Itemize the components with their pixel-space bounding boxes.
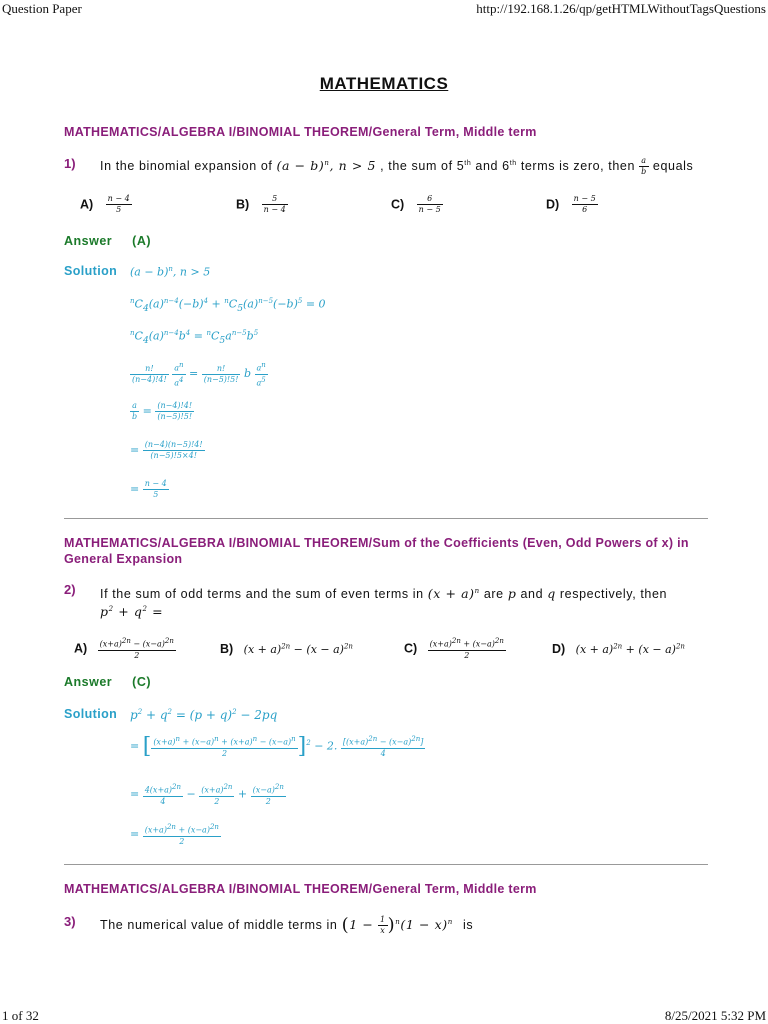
- q2-solution-line-2: = [ $\frac{(x+a)^n + (x-a)^n + (x+a)^n - (x-a)^n}{2}$ ]$^2$ − 2. $\frac{[(x+a)^{2n} - (x-a)^{2n}]}{4}$: [130, 734, 424, 759]
- q2-question-text: If the sum of odd terms and the sum of even terms in $(x + a)^n$ are p and q respectively, then: [100, 586, 668, 602]
- q2-option-d[interactable]: D) $(x + a)^{2n} + (x - a)^{2n}$: [552, 642, 685, 656]
- q1-option-b[interactable]: B) $\frac{5}{n - 4}$: [236, 194, 286, 214]
- q1-section-heading: MATHEMATICS/ALGEBRA I/BINOMIAL THEOREM/General Term, Middle term: [64, 125, 537, 139]
- q2-option-a[interactable]: A) $\frac{(x+a)^{2n} - (x-a)^{2n}}{2}$: [74, 637, 174, 660]
- q2-solution-line-3: = $\frac{4(x+a)^{2n}}{4}$ − $\frac{(x+a)^{2n}}{2}$ + $\frac{(x-a)^{2n}}{2}$: [130, 783, 284, 806]
- q2-option-c[interactable]: C) $\frac{(x+a)^{2n} + (x-a)^{2n}}{2}$: [404, 637, 504, 660]
- q2-solution-line-4: = $\frac{(x+a)^{2n} + (x-a)^{2n}}{2}$: [130, 823, 219, 846]
- page-title: MATHEMATICS: [319, 74, 449, 93]
- q2-option-b[interactable]: B) $(x + a)^{2n} - (x - a)^{2n}$: [220, 642, 353, 656]
- divider: [64, 518, 708, 519]
- q1-solution-label: Solution: [64, 264, 118, 278]
- print-footer-date: 8/25/2021 5:32 PM: [664, 1008, 766, 1023]
- divider: [64, 864, 708, 865]
- q1-option-d[interactable]: D) $\frac{n - 5}{6}$: [546, 194, 596, 214]
- print-header-title: Question Paper: [2, 1, 82, 16]
- q1-number: 1): [64, 156, 76, 171]
- q2-section-heading: MATHEMATICS/ALGEBRA I/BINOMIAL THEOREM/Sum of the Coefficients (Even, Odd Powers of x) in General Expansion: [64, 536, 689, 566]
- q3-question-text: The numerical value of middle terms in (1 − $\frac{1}{x}$ )$^n(1 - x)^n$ is: [100, 914, 474, 936]
- q1-answer: Answer (A): [64, 234, 152, 248]
- q3-section-heading: MATHEMATICS/ALGEBRA I/BINOMIAL THEOREM/General Term, Middle term: [64, 882, 537, 896]
- q2-solution-line-1: $p^2 + q^2 = (p + q)^2 - 2pq$: [130, 708, 278, 722]
- q1-question-text: In the binomial expansion of $(a - b)^n$, n > 5 , the sum of 5th and 6th terms is zero, then $\frac{a}{b}$ equals: [100, 156, 694, 177]
- print-header-url: http://192.168.1.26/qp/getHTMLWithoutTagsQuestions: [476, 1, 766, 16]
- q2-number: 2): [64, 582, 76, 597]
- q2-solution-label: Solution: [64, 707, 118, 721]
- q1-solution-line-7: = $\frac{n - 4}{5}$: [130, 479, 167, 499]
- q3-number: 3): [64, 914, 76, 929]
- q1-solution-line-4: $\frac{n!}{(n-4)!4!}$ $\frac{a^n}{a^4}$ = $\frac{n!}{(n-5)!5!}$ b $\frac{a^n}{a^5}$: [132, 361, 266, 388]
- q2-answer: Answer (C): [64, 675, 152, 689]
- q1-solution-line-1: $(a - b)^n$, n > 5: [130, 265, 211, 279]
- q2-question-text-2: $p^2 + q^2$ =: [100, 604, 164, 620]
- print-footer-page: 1 of 32: [2, 1008, 39, 1023]
- q1-solution-line-2: $^nC_4(a)^{n-4}(-b)^4 + ^nC_5(a)^{n-5}(-b)^5 = 0$: [130, 297, 326, 314]
- q1-option-a[interactable]: A) $\frac{n - 4}{5}$: [80, 194, 130, 214]
- q1-solution-line-6: = $\frac{(n-4)(n-5)!4!}{(n-5)!5\times 4!}$: [130, 440, 203, 460]
- q1-solution-line-3: $^nC_4(a)^{n-4}b^4 = ^nC_5a^{n-5}b^5$: [130, 329, 259, 346]
- q1-solution-line-5: $\frac{a}{b}$ = $\frac{(n-4)!4!}{(n-5)!5!}$: [132, 401, 193, 421]
- q1-option-c[interactable]: C) $\frac{6}{n - 5}$: [391, 194, 441, 214]
